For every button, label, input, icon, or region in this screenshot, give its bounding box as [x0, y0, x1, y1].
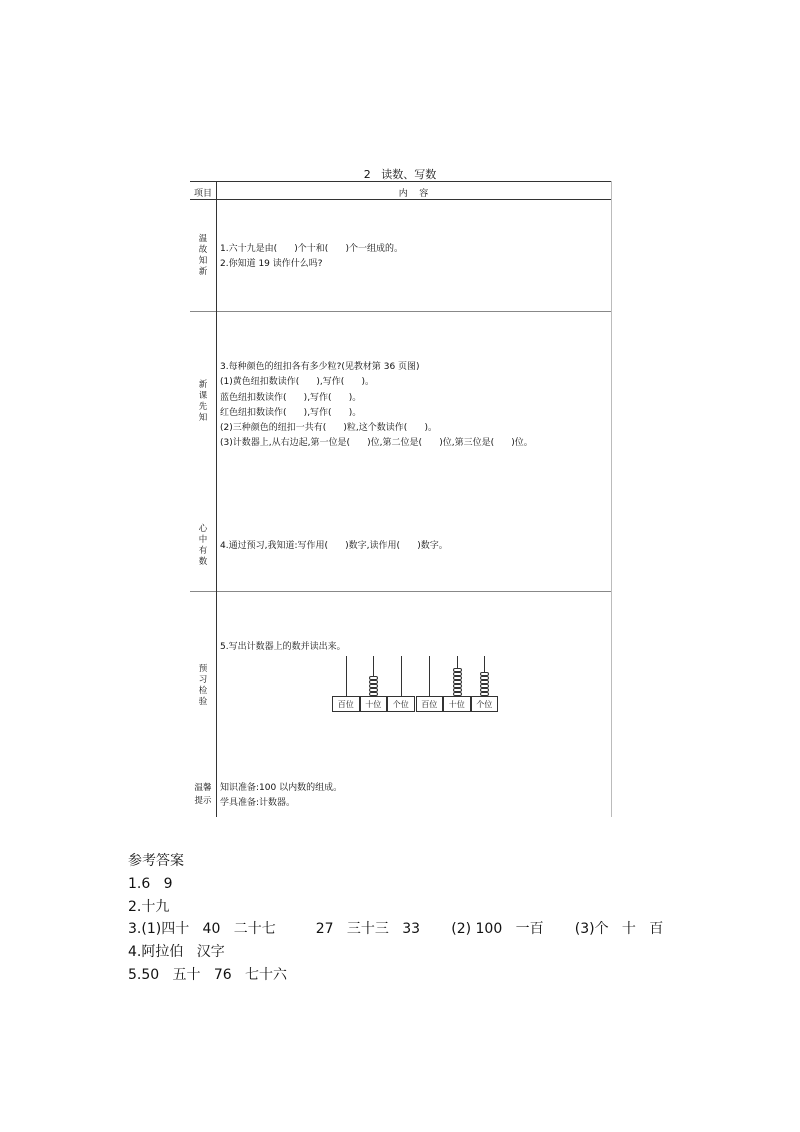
content-line: (3)计数器上,从右边起,第一位是( )位,第二位是( )位,第三位是( )位。 — [220, 438, 533, 448]
table-top-rule — [190, 181, 612, 182]
row-divider — [190, 311, 612, 312]
header-content: 内 容 — [398, 189, 429, 199]
abacus-bead — [480, 684, 489, 688]
content-line: (2)三种颜色的纽扣一共有( )粒,这个数读作( )。 — [220, 423, 437, 433]
abacus-bead — [369, 684, 378, 688]
answers-heading: 参考答案 — [128, 853, 184, 869]
table-right-edge — [611, 181, 612, 817]
place-label: 百位 — [416, 696, 444, 712]
abacus-bead — [453, 684, 462, 688]
content-line: 红色纽扣数读作( ),写作( )。 — [220, 408, 362, 418]
row-divider — [190, 591, 612, 592]
abacus-bead — [480, 688, 489, 692]
abacus-bead — [480, 680, 489, 684]
section-label-summary: 心中有数 — [198, 524, 208, 567]
content-line: 学具准备:计数器。 — [220, 798, 296, 808]
abacus-bead — [453, 668, 462, 672]
worksheet-title: 2 读数、写数 — [363, 168, 437, 181]
abacus-bead — [453, 688, 462, 692]
abacus-bead — [480, 676, 489, 680]
section-label-new-lesson: 新课先知 — [198, 380, 208, 423]
content-line: 1.六十九是由( )个十和( )个一组成的。 — [220, 244, 403, 254]
section-label-check: 预习检验 — [198, 664, 208, 707]
section-label-tips: 温馨提示 — [194, 783, 212, 806]
content-line: 3.每种颜色的纽扣各有多少粒?(见教材第 36 页图) — [220, 362, 420, 372]
answer-line: 2.十九 — [128, 899, 170, 915]
section-label-review: 温故知新 — [198, 234, 208, 277]
abacus-bead — [453, 680, 462, 684]
abacus-rod — [346, 656, 347, 696]
content-line: 蓝色纽扣数读作( ),写作( )。 — [220, 393, 362, 403]
content-line: 知识准备:100 以内数的组成。 — [220, 783, 343, 793]
place-label: 百位 — [332, 696, 360, 712]
content-line: (1)黄色纽扣数读作( ),写作( )。 — [220, 377, 374, 387]
place-label: 十位 — [443, 696, 471, 712]
place-label: 个位 — [471, 696, 499, 712]
abacus-bead — [453, 676, 462, 680]
place-label: 个位 — [387, 696, 415, 712]
content-line: 4.通过预习,我知道:写作用( )数字,读作用( )数字。 — [220, 541, 448, 551]
table-header-rule — [190, 199, 612, 200]
counting-frame-figure — [332, 652, 498, 714]
abacus-rod — [429, 656, 430, 696]
abacus-bead — [480, 672, 489, 676]
abacus-bead — [480, 692, 489, 696]
content-line: 2.你知道 19 读作什么吗? — [220, 259, 323, 269]
table-column-divider — [216, 181, 217, 817]
abacus-bead — [453, 692, 462, 696]
abacus-bead — [369, 676, 378, 680]
answer-line: 5.50 五十 76 七十六 — [128, 967, 288, 983]
header-item: 项目 — [193, 189, 212, 199]
answer-line: 3.(1)四十 40 二十七 27 三十三 33 (2) 100 一百 (3)个 十 百 — [128, 921, 664, 937]
place-label: 十位 — [360, 696, 388, 712]
abacus-rod — [401, 656, 402, 696]
answer-line: 1.6 9 — [128, 876, 173, 892]
content-line: 5.写出计数器上的数并读出来。 — [220, 642, 346, 652]
abacus-bead — [369, 692, 378, 696]
abacus-bead — [453, 672, 462, 676]
abacus-bead — [369, 688, 378, 692]
abacus-bead — [369, 680, 378, 684]
answer-line: 4.阿拉伯 汉字 — [128, 944, 225, 960]
